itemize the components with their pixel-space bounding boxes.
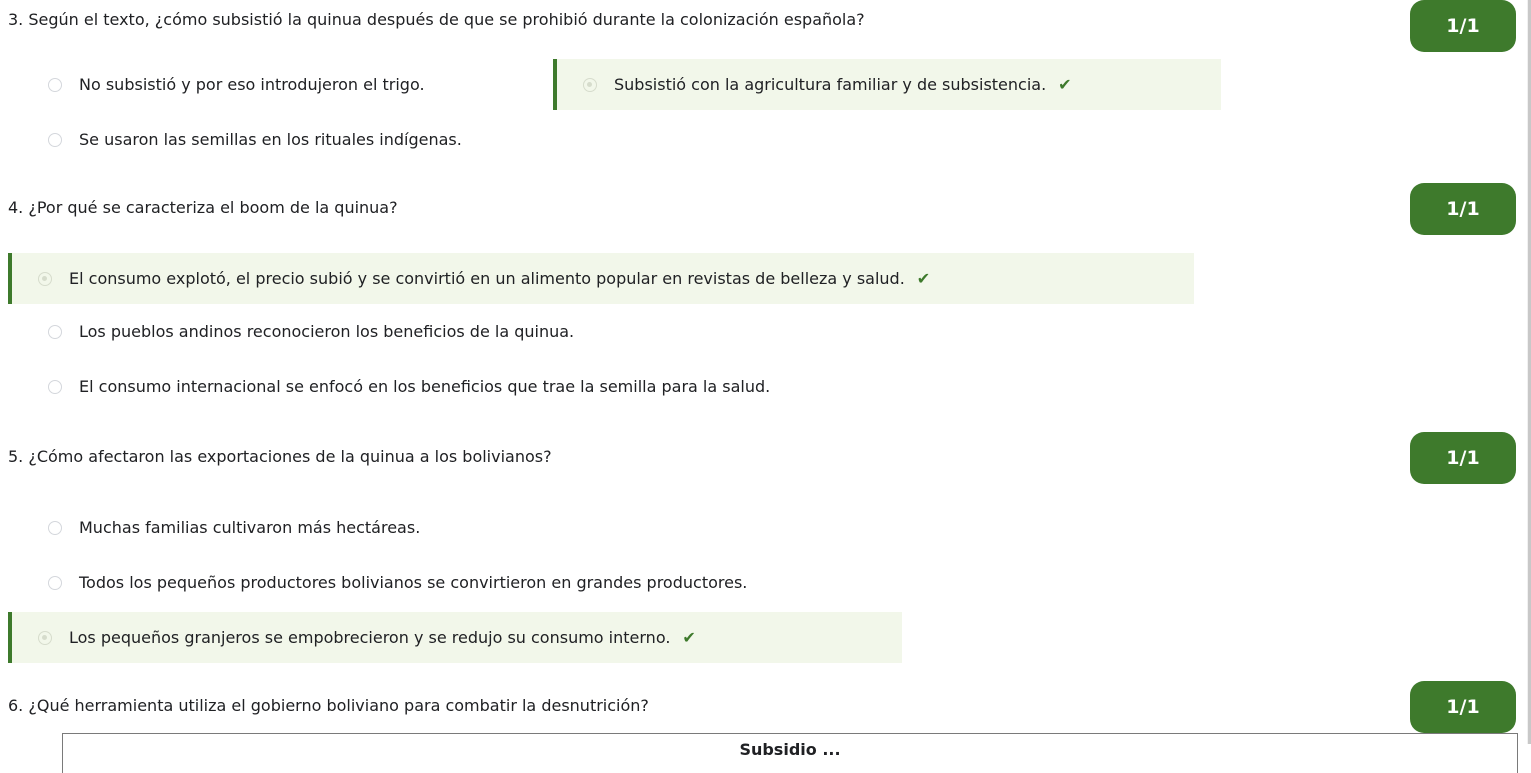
question-5-option-3-correct[interactable]	[8, 612, 902, 663]
option-label: Los pequeños granjeros se empobrecieron y se redujo su consumo interno.	[69, 628, 671, 647]
question-3-text: 3. Según el texto, ¿cómo subsistió la quinua después de que se prohibió durante la colonización española?	[8, 10, 865, 29]
question-4-option-2[interactable]	[8, 306, 768, 357]
radio-selected-icon[interactable]	[38, 272, 52, 286]
checkmark-icon: ✔	[916, 269, 931, 288]
option-label: Se usaron las semillas en los rituales indígenas.	[79, 130, 462, 149]
question-3-score-badge: 1/1	[1410, 0, 1516, 52]
answer-box	[62, 733, 1518, 773]
question-4-option-3[interactable]	[8, 361, 1008, 412]
question-6-score-badge: 1/1	[1410, 681, 1516, 733]
radio-unselected-icon[interactable]	[48, 325, 62, 339]
option-label: El consumo explotó, el precio subió y se convirtió en un alimento popular en revistas de belleza y salud.	[69, 269, 905, 288]
radio-unselected-icon[interactable]	[48, 576, 62, 590]
checkmark-icon: ✔	[682, 628, 696, 647]
checkmark-icon: ✔	[1058, 75, 1072, 94]
question-3-option-1[interactable]	[8, 59, 518, 110]
question-4-text: 4. ¿Por qué se caracteriza el boom de la quinua?	[8, 198, 398, 217]
question-5-text: 5. ¿Cómo afectaron las exportaciones de la quinua a los bolivianos?	[8, 447, 552, 466]
radio-unselected-icon[interactable]	[48, 133, 62, 147]
question-4-score-badge: 1/1	[1410, 183, 1516, 235]
option-label: Muchas familias cultivaron más hectáreas.	[79, 518, 421, 537]
radio-selected-icon[interactable]	[583, 78, 597, 92]
radio-unselected-icon[interactable]	[48, 380, 62, 394]
option-label: Todos los pequeños productores bolivianos se convirtieron en grandes productores.	[79, 573, 748, 592]
question-5-score-badge: 1/1	[1410, 432, 1516, 484]
question-3-option-3[interactable]	[8, 114, 628, 165]
radio-unselected-icon[interactable]	[48, 78, 62, 92]
answer-box-text: Subsidio ...	[739, 740, 841, 759]
option-label: Los pueblos andinos reconocieron los beneficios de la quinua.	[79, 322, 575, 341]
option-label: El consumo internacional se enfocó en los beneficios que trae la semilla para la salud.	[79, 377, 771, 396]
option-label: No subsistió y por eso introdujeron el trigo.	[79, 75, 425, 94]
question-4-option-1-correct[interactable]	[8, 253, 1194, 304]
question-3-option-2-correct[interactable]	[553, 59, 1221, 110]
option-label: Subsistió con la agricultura familiar y de subsistencia.	[614, 75, 1047, 94]
question-6-text: 6. ¿Qué herramienta utiliza el gobierno boliviano para combatir la desnutrición?	[8, 696, 649, 715]
question-5-option-1[interactable]	[8, 502, 568, 553]
radio-unselected-icon[interactable]	[48, 521, 62, 535]
radio-selected-icon[interactable]	[38, 631, 52, 645]
question-5-option-2[interactable]	[8, 557, 988, 608]
